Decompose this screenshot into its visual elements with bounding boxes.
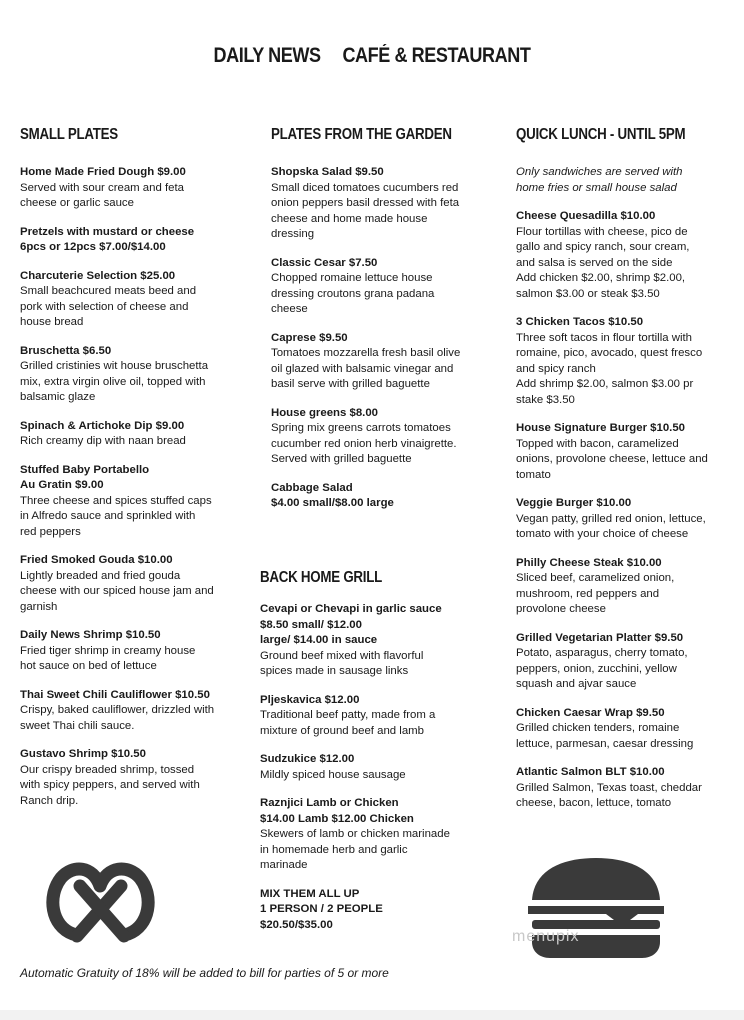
menu-item: [271, 165, 486, 243]
small-plates-heading: SMALL PLATES: [20, 126, 118, 143]
menu-item: [20, 628, 235, 675]
menu-item-name: Thai Sweet Chili Cauliflower $10.50: [20, 688, 210, 701]
menu-item-description: Grilled cristinies wit house bruschetta mix, extra virgin olive oil, topped with balsamic glaze: [20, 360, 209, 403]
menu-item-description: Grilled chicken tenders, romaine lettuce, parmesan, caesar dressing: [516, 722, 694, 750]
menu-item-description: Small diced tomatoes cucumbers red onion peppers basil dressed with feta cheese and home made house dressing: [271, 181, 460, 240]
menu-item: [20, 344, 235, 406]
menu-item-description: Traditional beef patty, made from a mixture of ground beef and lamb: [260, 709, 436, 737]
menu-item-description: Chopped romaine lettuce house dressing croutons grana padana cheese: [271, 272, 435, 315]
menu-item-name: Raznjici Lamb or Chicken $14.00 Lamb $12.00 Chicken: [260, 797, 414, 825]
menu-item-name: Spinach & Artichoke Dip $9.00: [20, 419, 185, 432]
menu-item-name: Grilled Vegetarian Platter $9.50: [516, 631, 684, 644]
menu-item-description: Three soft tacos in flour tortilla with romaine, pico, avocado, quest fresco and spicy ranch Add shrimp $2.00, salmon $3.00 pr stake $3.50: [516, 331, 703, 406]
menu-item: [20, 553, 235, 615]
menu-item: [260, 602, 475, 680]
quick-lunch-heading: QUICK LUNCH - UNTIL 5PM: [516, 126, 686, 143]
menu-item: [271, 256, 486, 318]
menu-item-description: Flour tortillas with cheese, pico de gallo and spicy ranch, sour cream, and salsa is served on the side Add chicken $2.00, shrimp $2.00, salmon $3.00 or steak $3.50: [516, 225, 690, 300]
menu-item-description: Crispy, baked cauliflower, drizzled with sweet Thai chili sauce.: [20, 704, 215, 732]
menu-item: [260, 887, 475, 934]
pretzel-icon: [43, 856, 158, 946]
menu-item-name: Sudzukice $12.00: [260, 753, 355, 765]
small-plates-list: [20, 165, 235, 822]
menu-item-description: Mildly spiced house sausage: [260, 768, 406, 781]
garden-list: [271, 165, 486, 525]
menu-item-description: Topped with bacon, caramelized onions, provolone cheese, lettuce and tomato: [516, 437, 708, 481]
menu-item-description: Served with sour cream and feta cheese or garlic sauce: [20, 181, 184, 209]
menu-item-name: 3 Chicken Tacos $10.50: [516, 316, 644, 328]
menu-item: [516, 765, 731, 812]
menu-item-name: Veggie Burger $10.00: [516, 497, 632, 509]
grill-list: [260, 602, 475, 946]
menu-item: [271, 481, 486, 512]
menu-item: [260, 796, 475, 874]
menu-item-name: Cevapi or Chevapi in garlic sauce $8.50 small/ $12.00 large/ $14.00 in sauce: [260, 603, 442, 646]
page-title: [52, 44, 692, 68]
restaurant-type: CAFÉ & RESTAURANT: [342, 44, 531, 67]
menu-item-name: Charcuterie Selection $25.00: [20, 269, 176, 282]
menu-item: [516, 209, 731, 302]
menu-item: [271, 406, 486, 468]
watermark: menupix: [512, 928, 580, 945]
menu-item-description: Sliced beef, caramelized onion, mushroom, red peppers and provolone cheese: [516, 572, 675, 615]
menu-item-name: Philly Cheese Steak $10.00: [516, 556, 662, 569]
menu-item-description: Rich creamy dip with naan bread: [20, 435, 186, 447]
menu-item-description: Our crispy breaded shrimp, tossed with spicy peppers, and served with Ranch drip.: [20, 763, 200, 807]
menu-item-name: Atlantic Salmon BLT $10.00: [516, 766, 665, 778]
menu-item: [516, 421, 731, 483]
menu-item-description: Tomatoes mozzarella fresh basil olive oil glazed with balsamic vinegar and basil serve with grilled baguette: [271, 347, 461, 390]
menu-item: [516, 315, 731, 408]
menu-item-name: Chicken Caesar Wrap $9.50: [516, 706, 665, 719]
menu-item-name: Bruschetta $6.50: [20, 344, 112, 357]
menu-item: [20, 747, 235, 809]
menu-item-name: Classic Cesar $7.50: [271, 256, 378, 269]
menu-item: [20, 419, 235, 450]
menu-item-name: Pretzels with mustard or cheese 6pcs or 12pcs $7.00/$14.00: [20, 225, 195, 253]
garden-heading: PLATES FROM THE GARDEN: [271, 126, 452, 143]
menu-item-description: Skewers of lamb or chicken marinade in homemade herb and garlic marinade: [260, 828, 450, 871]
menu-item: [516, 706, 731, 753]
menu-item-name: Cheese Quesadilla $10.00: [516, 210, 656, 222]
menu-item: [271, 331, 486, 393]
menu-item: [260, 693, 475, 740]
gratuity-note: Automatic Gratuity of 18% will be added to bill for parties of 5 or more: [20, 966, 389, 980]
quick-lunch-list: [516, 165, 731, 825]
menu-item-description: Lightly breaded and fried gouda cheese with our spiced house jam and garnish: [20, 569, 214, 613]
menu-item: [20, 688, 235, 735]
menu-item: [20, 269, 235, 331]
menu-item-name: Daily News Shrimp $10.50: [20, 629, 161, 641]
grill-heading: BACK HOME GRILL: [260, 569, 383, 586]
restaurant-name: DAILY NEWS: [213, 44, 321, 67]
menu-item: [20, 463, 235, 541]
menu-item-name: Pljeskavica $12.00: [260, 693, 360, 706]
bottom-bar: [0, 1010, 744, 1020]
menu-item: [516, 631, 731, 693]
menu-item-description: Fried tiger shrimp in creamy house hot sauce on bed of lettuce: [20, 644, 196, 672]
quick-lunch-note: Only sandwiches are served with home fries or small house salad: [516, 166, 683, 194]
menu-item-description: Vegan patty, grilled red onion, lettuce, tomato with your choice of cheese: [516, 512, 706, 540]
menu-item-description: Grilled Salmon, Texas toast, cheddar cheese, bacon, lettuce, tomato: [516, 781, 702, 809]
menu-item-name: Caprese $9.50: [271, 331, 348, 344]
menu-item-name: Home Made Fried Dough $9.00: [20, 166, 186, 178]
menu-item-name: Shopska Salad $9.50: [271, 166, 384, 178]
menu-item-name: Cabbage Salad $4.00 small/$8.00 large: [271, 481, 394, 509]
menu-item-name: Fried Smoked Gouda $10.00: [20, 554, 173, 566]
menu-item: [516, 556, 731, 618]
menu-item-description: Ground beef mixed with flavorful spices made in sausage links: [260, 649, 424, 677]
menu-item-name: MIX THEM ALL UP 1 PERSON / 2 PEOPLE $20.50/$35.00: [260, 887, 383, 931]
menu-item-name: Stuffed Baby Portabello Au Gratin $9.00: [20, 463, 150, 491]
menu-item-description: Small beachcured meats beed and pork with selection of cheese and house bread: [20, 285, 197, 328]
menu-item-description: Potato, asparagus, cherry tomato, peppers, onion, zucchini, yellow squash and ajvar sauce: [516, 647, 688, 690]
menu-item-name: House Signature Burger $10.50: [516, 422, 686, 434]
menu-item-name: Gustavo Shrimp $10.50: [20, 748, 146, 760]
menu-item: [20, 165, 235, 212]
menu-item-description: Spring mix greens carrots tomatoes cucumber red onion herb vinaigrette. Served with grilled baguette: [271, 422, 457, 465]
menu-item: [516, 496, 731, 543]
menu-item: [260, 752, 475, 783]
menu-item-description: Three cheese and spices stuffed caps in Alfredo sauce and sprinkled with red peppers: [20, 494, 212, 538]
menu-item-name: House greens $8.00: [271, 406, 378, 419]
menu-item: [20, 225, 235, 256]
